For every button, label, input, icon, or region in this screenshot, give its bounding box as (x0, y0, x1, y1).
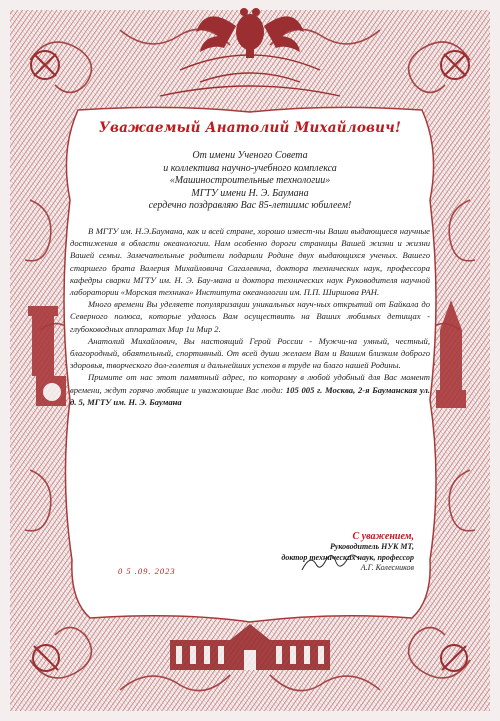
body-paragraph (70, 371, 430, 408)
signature-name: А.Г. Колесников (360, 563, 414, 572)
intro-block (70, 150, 430, 213)
intro-line: «Машиностроительные технологии» (169, 175, 331, 187)
letter-heading: Уважаемый Анатолий Михайлович! (98, 120, 402, 136)
address-intro: Примите от нас этот памятный адрес, по которому в любой удобный для Вас момент времени, ждут горячо любящие и уважающие Вас люди: (70, 372, 430, 395)
letter-date: 0 5 .09. 2023 (118, 566, 176, 576)
signature-block (70, 531, 414, 574)
intro-line: От имени Ученого Совета (192, 150, 308, 161)
body-paragraph: Много времени Вы уделяете популяризации уникальных науч-ных открытий от Байкала до Северного полюса, которые удалось Вам осуществить на Ваших любимых детищах - глубоководных аппаратах Мир 1и Мир 2. (70, 299, 430, 334)
intro-line: и коллектива научно-учебного комплекса (163, 162, 337, 174)
letter-body (70, 225, 430, 408)
body-paragraph: Анатолий Михайлович, Вы настоящий Герой России - Мужчи-на умный, честный, благородный, обаятельный, спортивный. От всей души желаем Вам и Вашим близким доброго здоровья, творческого дол-голетия и дальнейших успехов в труде на благо нашей Родины. (70, 335, 430, 371)
body-paragraph: В МГТУ им. Н.Э.Баумана, как и всей стране, хорошо извест-ны Ваши выдающиеся научные достижения в области океанологии. Нам особенно дороги страницы Вашей жизни и жизни Вашей семьи. Замечательные родители подарили Родине двух выдающихся ученых. Вашего старшего брата Валерия Михайловича Сагалевича, доктора технических наук, профессора кафедры сварки МГТУ им. Н. Э. Бау-мана и доктора технических наук Руководителя научной лаборатории «Морская техника» Института океанологии им. П.П. Ширшова РАН. (70, 225, 430, 297)
postal-address: 105 005 г. Москва, 2-я Бауманская ул. д. 5, МГТУ им. Н. Э. Баумана (70, 384, 431, 407)
handwritten-signature-icon (300, 552, 360, 576)
intro-line: сердечно поздравляю Вас 85-летиимс юбилеем! (148, 200, 352, 212)
signature-position: Руководитель НУК МТ, (329, 542, 414, 551)
intro-line: МГТУ имени Н. Э. Баумана (191, 187, 309, 199)
signature-greeting: С уважением, (352, 531, 414, 542)
signature-degree: доктор технических наук, профессор (281, 552, 414, 562)
